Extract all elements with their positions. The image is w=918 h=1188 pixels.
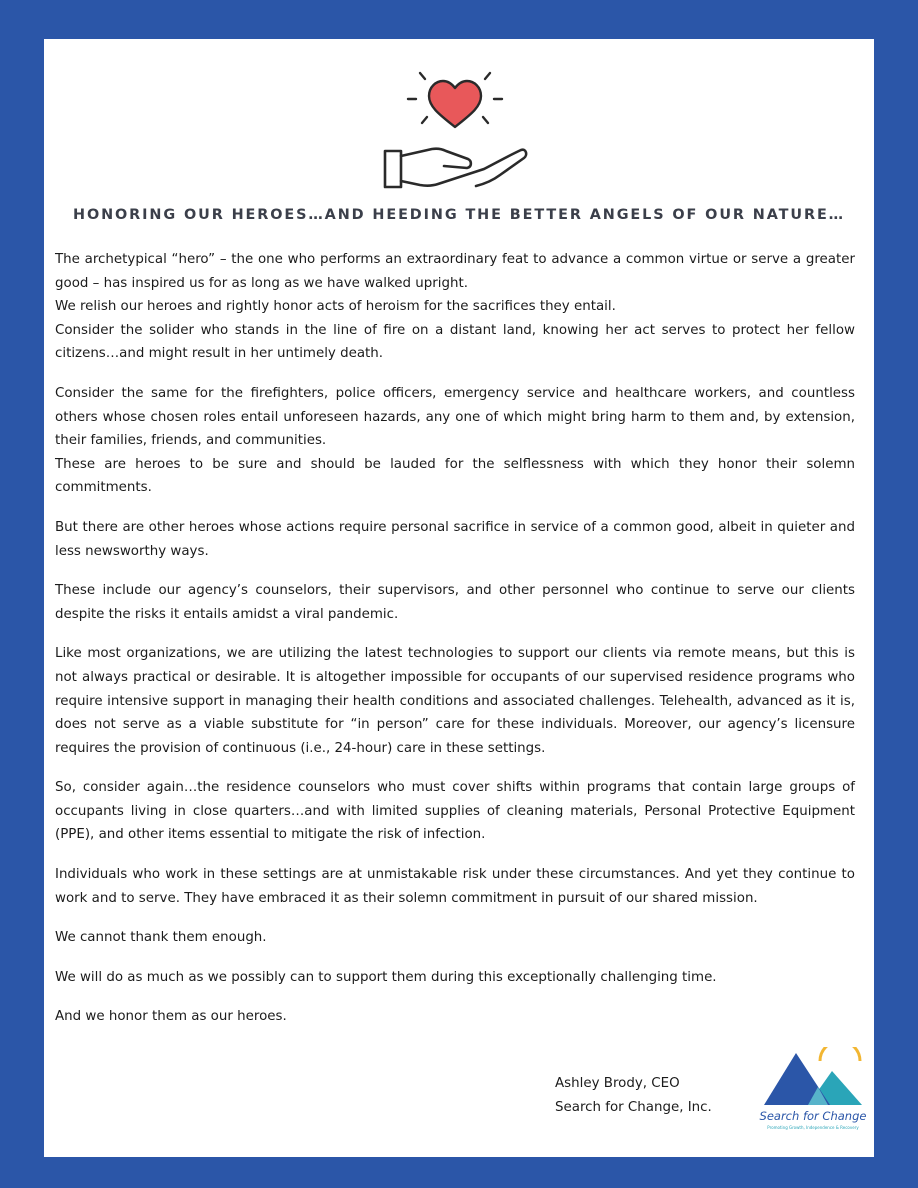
paragraph-line: We will do as much as we possibly can to support them during this exceptionally challenging time. <box>55 969 717 985</box>
paragraph-line: Individuals who work in these settings are at unmistakable risk under these circumstances. And yet they continue to work and to serve. They have embraced it as their solemn commitment in pursuit of our shared mission. <box>55 867 855 906</box>
paragraph <box>55 863 855 910</box>
paragraph-line: Like most organizations, we are utilizing the latest technologies to support our clients via remote means, but this is not always practical or desirable. It is altogether impossible for occupants of our supervised residence programs who require intensive support in managing their health conditions and associated challenges. Telehealth, advanced as it is, does not serve as a viable substitute for “in person” care for these individuals. Moreover, our agency’s licensure requires the provision of continuous (i.e., 24-hour) care in these settings. <box>55 646 855 756</box>
paragraph <box>55 642 855 760</box>
paragraph-line: We relish our heroes and rightly honor acts of heroism for the sacrifices they entail. <box>55 299 616 315</box>
paragraph <box>55 579 855 626</box>
paragraph-line: We cannot thank them enough. <box>55 930 267 946</box>
paragraph-line: So, consider again…the residence counselors who must cover shifts within programs that contain large groups of occupants living in close quarters…and with limited supplies of cleaning materials, Personal Protective Equipment (PPE), and other items essential to mitigate the risk of infection. <box>55 780 855 843</box>
paragraph <box>55 248 855 366</box>
signature-org: Search for Change, Inc. <box>555 1099 712 1115</box>
paragraph <box>55 776 855 847</box>
paragraph-line: And we honor them as our heroes. <box>55 1009 287 1025</box>
paragraph <box>55 926 855 950</box>
page-title: HONORING OUR HEROES…AND HEEDING THE BETTER ANGELS OF OUR NATURE… <box>73 207 845 223</box>
paragraph-line: The archetypical “hero” – the one who performs an extraordinary feat to advance a common virtue or serve a greater good – has inspired us for as long as we have walked upright. <box>55 252 855 291</box>
logo-name: Search for Change <box>759 1109 867 1123</box>
search-for-change-logo <box>758 1047 868 1139</box>
logo-tagline: Promoting Growth, Independence & Recovery <box>767 1125 859 1130</box>
paragraph-line: These are heroes to be sure and should be lauded for the selflessness with which they honor their solemn commitments. <box>55 456 855 496</box>
paragraph-line: Consider the same for the firefighters, police officers, emergency service and healthcare workers, and countless others whose chosen roles entail unforeseen hazards, any one of which might bring harm to them and, by extension, their families, friends, and communities. <box>55 385 855 449</box>
paragraph-line: Consider the solider who stands in the line of fire on a distant land, knowing her act serves to protect her fellow citizens…and might result in her untimely death. <box>55 322 855 362</box>
paragraph-line: These include our agency’s counselors, their supervisors, and other personnel who continue to serve our clients despite the risks it entails amidst a viral pandemic. <box>55 583 855 622</box>
paragraph-line: But there are other heroes whose actions require personal sacrifice in service of a common good, albeit in quieter and less newsworthy ways. <box>55 519 855 559</box>
heart-in-hand-icon <box>380 53 530 193</box>
letter-body <box>55 248 855 1045</box>
letter-page <box>44 39 874 1157</box>
paragraph <box>55 516 855 563</box>
logo-mountains-icon <box>758 1047 868 1111</box>
paragraph <box>55 1005 855 1029</box>
paragraph <box>55 966 855 990</box>
signature-block <box>555 1072 712 1119</box>
signature-name: Ashley Brody, CEO <box>555 1076 680 1091</box>
paragraph <box>55 382 855 500</box>
